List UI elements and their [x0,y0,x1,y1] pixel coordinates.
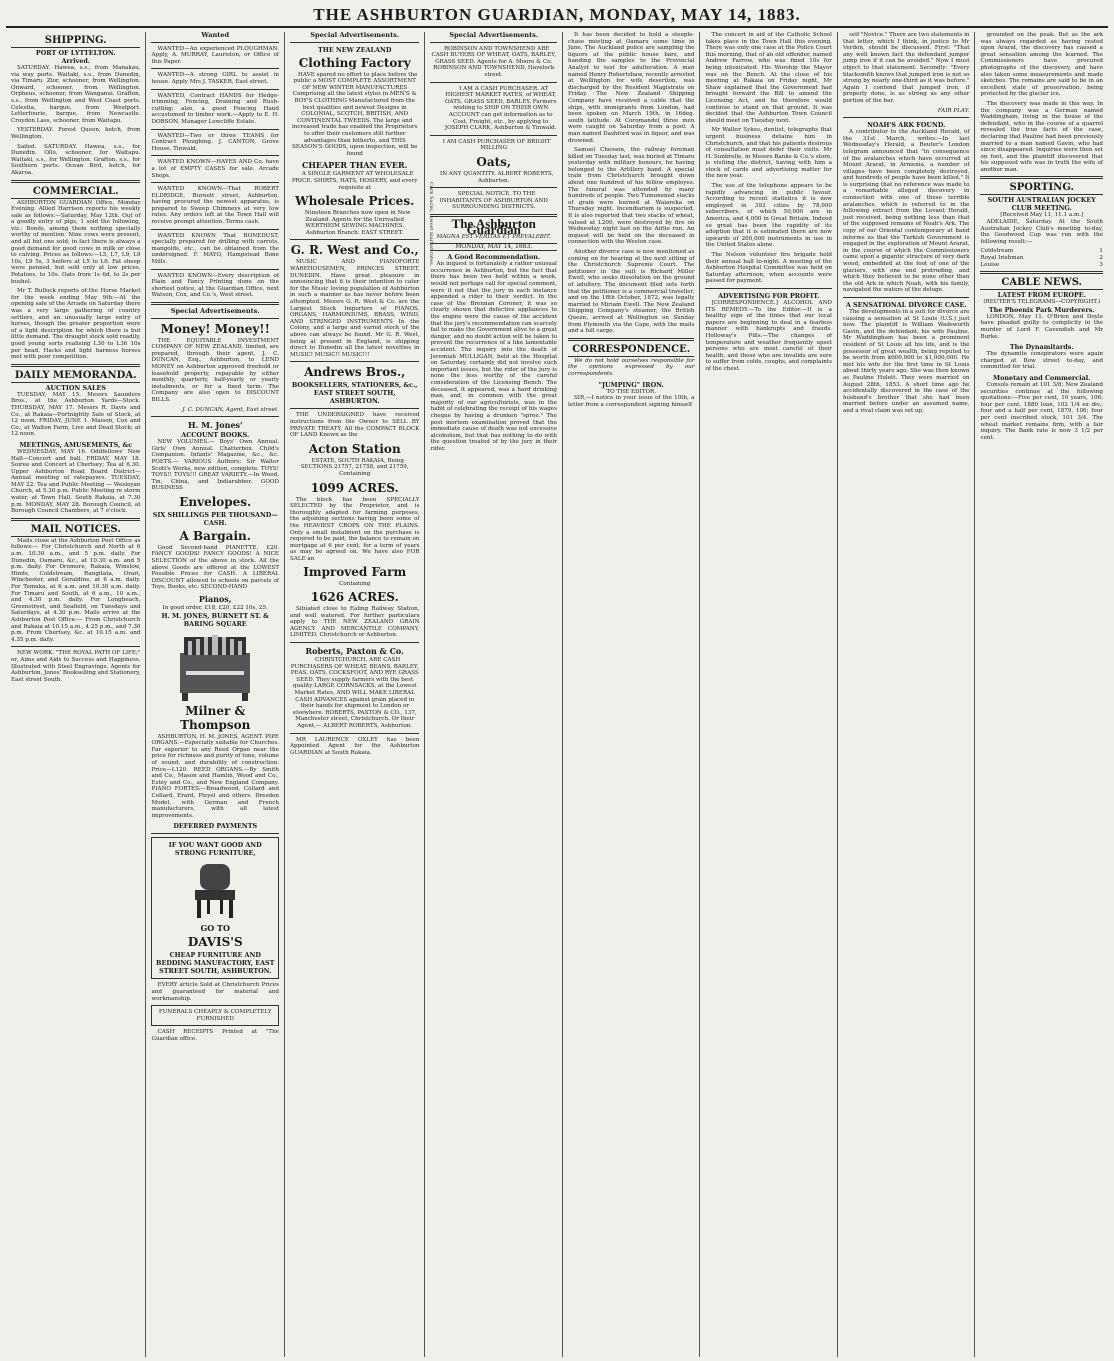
noahs-ark-heading: NOAH'S ARK FOUND. [867,121,946,130]
news-text-3: Another divorce case is now mentioned as coming on for hearing at the next sitting of the Christchurch Supreme Court. The petitioner in the suit is Richard Miller Ewell, who seeks dissolution on the ground of adultery. The document filed sets forth that the petitioner is a commercial traveller, and on the 18th October, 1872, was legally married to Miriam Ewell. The New Zealand Shipping Company's steamer, the British Queen, arrived at Wellington on Sunday from Plymouth via the Cape, with the mails and a full cargo. [567,249,695,335]
horse-name: Louise [980,261,1000,268]
clark-ad: I AM A CASH PURCHASER, AT HIGHEST MARKET RATES, of WHEAT, OATS, GRASS SEED, BARLEY. Farmers wishing to SHIP ON THEIR OWN ACCOUNT can get information as to Cost, Freight, etc., by applying to JOSEPH CLARK, Ashburton & Tinwald. [444,85,557,132]
divorce-continued: The discovery was made in this way. In the company was a German named Waddingham, living in the house of the defendant, who in the course of a quarrel revealed the true facts of the case, declaring that Pauline had been previously married to a man named Gavin, who had since disappeared. Inquiries were then set on foot, and the plaintiff discovered that his supposed wife was in truth the wife of another man. [980,100,1103,173]
organ-illustration [170,631,260,701]
special-ads-heading: Special Advertisements. [310,32,400,39]
commercial-heading: COMMERCIAL. [11,186,140,199]
wanted-ad: WANTED KNOWN That BONEDUST, specially prepared for drilling with carrots, mangolds, etc., can be obtained from the undersigned. F. MAYO, Hampstead Bone Mills. [151,232,279,266]
auction-subheading: AUCTION SALES [45,383,107,392]
sailed-text: Sailed. SATURDAY. Hawea, s.s., for Dunedin. Ollo, schooner, for Waitapu. Waitaki, s.s., for Wellington. Grafton, s.s., for Southern ports. Ocean Bird, ketch, for Akaroa. [11,143,141,176]
sporting-text: ADELAIDE, Saturday. At the South Australian Jockey Club's meeting to-day, the Goodwood Cup was run with the following result:— [980,219,1103,245]
wanted-heading: Wanted [201,32,230,39]
horse-place: 1 [1099,248,1103,255]
race-result [980,262,1103,269]
special-notice: SPECIAL NOTICE. TO THE INHABITANTS OF ASHBURTON AND SURROUNDING DISTRICTS. [439,191,548,211]
meetings-subheading: MEETINGS, AMUSEMENTS, &c [19,440,133,449]
wanted-ad: WANTED—Two or three TEAMS for Contract Ploughing. J. CANTON, Grove House, Tinwald. [151,132,279,152]
meetings-text: WEDNESDAY, MAY 16. Oddfellows' New Hall—Concert and ball. FRIDAY, MAY 18. Soiree and Concert at Chertsey; Tea at 6.30. Upper Ashburton Road Board District—Annual meeting of ratepayers. TUESDAY, MAY 22. Tea and Public Meeting — Wesleyan Church, at 5.30 p.m. Public Meeting re storm water, at Town Hall, South Rakaia, at 7.30 p.m. MONDAY, MAY 28. Borough Council, at Borough Council Chambers, at 7 o'clock. [11,448,141,515]
letter-text: [CORRESPONDENCE.] ALCOHOL AND ITS REMEDY.—To the Editor.—It is a healthy sign of the times that our local papers are beginning to deal in a fearless manner with bankrupts and frauds. Holloway's Pills.—The changes of temperature and weather frequently upset persons who are most careful of their health, and those who are invalids are sure to suffer from colds, coughs, and complaints of the chest. [705,299,832,372]
west-title: G. R. West and Co., [290,243,419,258]
andrews-title: Andrews Bros., [304,365,406,380]
jones-subtitle: ACCOUNT BOOKS. [181,431,250,440]
wanted-ad: WANTED KNOWN—HAYES AND Co. have a lot of EMPTY CASES for sale. Arcade Shops. [151,159,279,179]
monetary-heading: Monetary and Commercial. [993,373,1091,382]
davis-name: DAVIS'S [187,935,243,950]
shipping-subheading: PORT OF LYTTELTON. [35,49,116,57]
masthead: THE ASHBURTON GUARDIAN, MONDAY, MAY 14, 1883. [6,4,1108,28]
nz-title: THE NEW ZEALAND [318,45,392,54]
column-8 [975,32,1108,1357]
news-text-2: Mr Walter Sykes, dentist, telegraphs that urgent business detains him in Christchurch, and that his patients desirous of consultation must defer their visits. Mr H. Sunbrelle, in Messrs Banks & Co.'s store, is visiting the district, having with him a stock of cards and advertising matter for the new year. [705,127,832,180]
news-text-1: It has been decided to hold a steeple-chase meeting at Oamaru some time in June. The Auckland police are sampling the liquors at the public house bars, and handing the samples to the Provincial Analyst to test for adulteration. A man named Henry Robertshaw, recently arrested at Wellington for wife desertion, was discharged by the Resident Magistrate on Friday. The New Zealand Shipping Company have received a cable that the ships, with immigrants from London, had been spoken on March 19th, in 16deg. south latitude. At Coromandel three men were caught on Saturday from a pool. A man named Dashford was in liquor, and was drowned. [567,32,695,144]
roberts-title: Roberts, Paxton & Co. [305,646,404,657]
jones-text: NEW VOLUMES.— Boys' Own Annual. Girls' Own Annual. Chatterbox. Child's Companion. Infants' Magazine, &c., &c. POETS.— VARIOUS Authors; Sir Walter Scott's Works, new edition, complete. TOYS! TOYS!! TOYS!!! GREAT VARIETY.—In Wood, Tin, China, and Indiarubber. GOOD BUSINESS [151,439,279,492]
wanted-ad: WANTED—A strong GIRL to assist in house. Apply Mrs J. TASKER, East street. [151,72,279,85]
arrived-label: Arrived. [61,57,91,65]
cable-subheading: LATEST FROM EUROPE. [997,291,1086,300]
column-4 [425,32,563,1357]
containing-label: Containing [339,581,371,588]
column-3 [285,32,425,1357]
deferred-payments: DEFERRED PAYMENTS [173,822,258,831]
davis-text: CHEAP FURNITURE AND BEDDING MANUFACTORY, EAST STREET SOUTH, ASHBURTON. [156,951,275,976]
acton-text: ESTATE, SOUTH RAKAIA, Being SECTIONS 21757, 21758, and 21759, Containing [300,457,409,477]
davis-ad [151,837,279,979]
cheaper-than-ever: CHEAPER THAN EVER. [302,160,408,171]
acton-title: Acton Station [308,441,401,456]
sporting-date: [Received May 11, 11.1 a.m.] [1000,212,1084,219]
column-6 [700,32,838,1357]
wanted-ad: WANTED KNOWN—That ROBERT ELDRIDGE, Burnett street, Ashburton, having procured the newest apparatus, is prepared to Sweep Chimneys at very low rates. Any orders left at the Town Hall will receive prompt attention. Terms cash. [151,186,279,226]
jones-signature: H. M. JONES, BURNETT ST. & BARING SQUARE [161,611,269,628]
sporting-heading: SPORTING. [980,182,1103,195]
auction-text: TUESDAY, MAY 15. Messrs Saunders Bros., at the Ashburton Yards—Stock. THURSDAY, MAY 17. Messrs R. Davis and Co., at Rakaia—Fortnightly Sale of Stock, at 12 noon. FRIDAY, JUNE 1. Maison, Cox and Co., at Walton Farm, Live and Dead Stock; at 12 noon. [11,391,141,438]
bargain-text: Good Second-hand PIANETTE, £20. FANCY GOODS! FANCY GOODS! A NICE SELECTION of the above in stock. All the above Goods are offered at the LOWEST Possible Prices for CASH. A LIBERAL DISCOUNT allowed to schools on parcels of Toys, Books, etc. SECOND-HAND [151,544,279,591]
column-5 [563,32,701,1357]
davis-top: IF YOU WANT GOOD AND STRONG FURNITURE, [168,841,262,858]
monetary-text: Consols remain at 101 3/8; New Zealand securities continue at the following quotations:—Five per cent, 10 years, 106; four per cent, 1880 loan, 102 1/4 ex div.; four and a half per cent, 1879, 106; four per cent inscribed stock, 101 3/4. The wheat market remains firm, with a fair inquiry. The Bank rate is now 3 1/2 per cent. [980,381,1103,441]
correspondence-heading: CORRESPONDENCE. [568,344,695,357]
correspondence-to: TO THE EDITOR. [606,388,657,395]
clothing-text-2: A SINGLE GARMENT AT WHOLESALE PRICE. SHIRTS, HATS, HOSIERY, and every requisite at [291,171,418,191]
bright-text: I AM CASH PURCHASER OF BRIGHT MILLING [442,138,551,152]
daily-memoranda-heading: DAILY MEMORANDA. [11,370,140,383]
chair-illustration [185,860,245,920]
dynamite-heading: The Dynamitards. [1009,343,1074,352]
funerals-box: FUNERALS CHEAPLY & COMPLETELY FURNISHED [151,1005,279,1026]
article-text: An inquest is fortunately a rather unusual occurrence in Ashburton, but the fact that there has been two held within a week, would not perhaps call for special comment, were it not that the jury in each instance appended a rider to their verdict. In the case of the Brennan Coroner, it was so clearly shown that defective appliances to the engine were the cause of the accident that the jury's recommendation can scarcely fail to make the Government alive to a great danger, and no doubt action will be taken to prevent the recurrence of a like lamentable accident. The inquiry into the death of Jeremiah MULLIGAN, held at the Hospital on Saturday, certainly did not involve such important issues, but the rider of the jury is none the less worthy of the careful consideration of the Licensing Bench. The deceased, it appeared, was a hard drinking man, and, in common with the great majority of our agriculturists, was in the habit of celebrating the receipt of his wages cheque by having a drunken "spree." The post mortem examination proved that the immediate cause of death was not excessive alcoholism, but that has nothing to do with the question treated of by the jury in their rider. [430,261,557,452]
race-result [980,248,1103,255]
special-ads-heading: Special Advertisements. [449,32,539,39]
ark-continued: grounded on the peak. But as the ark was always regarded as having rested upon Ararat, the discovery has caused a great sensation among the learned. The Commissioners have procured photographs of the discovery, and have also taken some measurements and made sketches. The remains are said to be in an excellent state of preservation, being protected by the glacier ice. [980,32,1103,98]
acton-intro: THE UNDERSIGNED have received instructions from the Owner to SELL BY PRIVATE TREATY, All the COMPACT BLOCK OF LAND Known as the [289,412,420,439]
mail-notices-heading: MAIL NOTICES. [11,524,140,537]
divorce-text: The developments in a suit for divorce are causing a sensation at St Louis (U.S.) just now. The plaintiff is William Wadsworth Gavin, and the defendant, his wife Pauline. Mr Waddingham has been a prominent resident of St Louis all his life, and is the possessor of great wealth, being reputed to be worth from $600,000 to $1,000,000. He met his wife for the first time in St Louis about thirty years ago. She was then known as Pauline Hulett. They were married on August 28th, 1853. A short time ago he accidentally discovered in the case of the husband's brother that she had been married before under an assumed name, and a rival claim was set up. [842,308,970,414]
column-1 [6,32,146,1357]
pianos-title: Pianos, [198,594,232,605]
money-title: Money! Money!! [160,321,270,336]
horse-place: 2 [1099,255,1103,262]
envelopes-title: Envelopes. [179,494,252,509]
wholesale-title: Wholesale Prices. [295,194,415,209]
column-7 [838,32,976,1357]
clothing-text-3: Nineteen Branches now open in New Zealand. Agents for the Unrivalled WERTHEIM SEWING MACHINES. Ashburton Branch: EAST STREET. [304,210,411,236]
oats-title: Oats, [476,154,512,169]
correspondence-title: "JUMPING" IRON. [598,380,664,389]
article-heading: A Good Recommendation. [447,253,541,262]
envelopes-sub: SIX SHILLINGS PER THOUSAND—CASH. [152,510,278,527]
bargain-title: A Bargain. [179,528,251,543]
robinson-ad: ROBINSON AND TOWNSHEND ARE CASH BUYERS OF WHEAT, OATS, BARLEY, GRASS SEED. Agents for A. Moore & Co. ROBINSON AND TOWNSHEND, Havelock street. [431,45,556,78]
milner-text: ASHBURTON, H. M. JONES, AGENT. PIPE ORGANS.—Especially suitable for Churches. Far superior to any Reed Organ near the price for richness and purity of tone, volume of sound, and durability of construction. Price—L120. REED ORGANS.—By Smith and Co., Mason and Hamlin, Wood and Co., Estey and Co., and New England Company. PIANO FORTES.—Broadwood, Collard and Collard, Erard, Pleyel and others. Dresden Model, with German and French manufacturers, with all latest improvements. [151,733,279,819]
clothing-title: Clothing Factory [298,55,411,70]
correspondence-text: SIR,—I notice in your issue of the 10th, a letter from a correspondent signing himself [567,395,695,408]
commercial-text-2: Mr T. Bullock reports of the Horse Market for the week ending May 9th:—At the opening sale of the Arcade on Saturday there was a very large gathering of country settlers, and an unusually large entry of horses, though the greater proportion were of a light description for which there is but little demand. The draught stock sold readily, good young sorts realising L30 to L36 10s per head. Hacks and light harness horses met with poor competition. [11,288,141,361]
noahs-ark-text: A contributor to the Auckland Herald, of the 31st March, writes:—In last Wednesday's Herald, a Reuter's London telegram announced that "in consequence of the avalanches which have occurred at Mount Ararat, in Armenia, a number of villages have been completely destroyed, and hundreds of people have been killed." It is surprising that no reference was made to a remarkable alleged discovery in connection with one of these terrible avalanches, which is referred to in the following extract from the Levant Herald, just received, being nothing less than that of the supposed remains of Noah's Ark. The copy of our Oriental contemporary at hand informs us that the Turkish Government is engaged in the exploration of Mount Ararat, in the course of which the Commissioners came upon a gigantic structure of very dark wood, embedded at the foot of one of the glaciers, with one end protruding, and which they believed to be none other than the old Ark in which Noah, with his family, navigated the waters of the deluge. [842,129,970,294]
news-text-1: The concert in aid of the Catholic School takes place in the Town Hall this evening. There was only one case at the Police Court this morning, that of an old offender, named Andrew Farrow, who was fined 10s for being intoxicated. His Worship the Mayor was on the Bench. At the close of his meeting at Rakaia on Friday night, Mr Shaw explained that the Government had brought forward the Bill to amend the Licensing Act, and he therefore would continue to stand on that ground. It was decided that the Ashburton Town Council should meet on Tuesday next. [705,32,832,124]
arrived-text: SATURDAY. Hawea, s.s., from Manakau, via way ports. Waitaki, s.s., from Dunedin, via Timaru. Zior, schooner, from Wellington. Onward, schooner, from Wellington. Orpheus, schooner, from Wanganui. Grafton, s.s., from Wellington and West Coast ports. Celestia, barque, from Westport. Letterfourie, barque, from Newcastle. Croydon Lass, schooner, from Waitapu. [11,65,141,124]
pianos-text: In good order, £18, £20, £22 10s, 25. [162,605,268,612]
letter-continued: self "Novice." There are two statements in that letter, which I think, in justice to Mr Verdon, should be discussed. First: "That any well known fact the defendant jumper jump iron if it can be avoided." Now I must object to that statement. Secondly: "Every blacksmith knows that jumped iron is not so strong by nearly one-third as it was before." Again I contend that jumped iron, if properly done, is as strong as any other portion of the bar. [842,32,970,104]
special-ads-heading: Special Advertisements. [170,307,260,315]
money-text: THE EQUITABLE INVESTMENT COMPANY OF NEW ZEALAND, limited, are prepared, through their agent, J. C. DUNCAN, Esq., Ashburton, to LEND MONEY on Ashburton approved freehold or leasehold property, repayable by either monthly, quarterly, half-yearly or yearly instalments, or for a fixed term. The Company are also open to DISCOUNT BILLS. [151,337,279,403]
davis-go: GO TO [200,923,230,934]
cash-receipts: CASH RECEIPTS Printed at "The Guardian office. [151,1029,279,1042]
news-text-4: The Nelson volunteer fire brigade hold their annual ball to-night. A meeting of the Ashburton Hospital Committee was held on Saturday afternoon, when accounts were passed for payment. [705,252,832,285]
roberts-text: CHRISTCHURCH, ARE CASH PURCHASERS OF WHEAT, BEANS, BARLEY, PEAS, OATS, COCKSFOOT, AND RYE GRASS SEED. They supply farmers with the best quality LARGE CORNSACKS, at the Lowest Market Rates, AND WILL MAKE LIBERAL CASH ADVANCES against grain placed in their hands for shipment to London or elsewhere. ROBERTS, PAXTON & CO., 137, Manchester street, Christchurch. Or their Agent,— ALBERT ROBERTS, Ashburton. [290,657,419,729]
west-text: MUSIC AND PIANOFORTE WAREHOUSEMEN, PRINCES STREET, DUNEDIN. Have great pleasure in announcing that it is their intention to cater for the Music loving population of Ashburton in such a manner as has never before been attempted. Messrs G. R. West & Co. are the Largest Stock Importers of PIANOS, ORGANS, HARMONIUMS, BRASS, WIND, AND STRINGED INSTRUMENTS In the Colony, and a large and varied stock of the above can always be found. Mr G. R. West, being at present in England, is shipping direct to Dunedin all the latest novelties in MUSIC! MUSIC!! MUSIC!!! [289,259,420,358]
race-result [980,255,1103,262]
letter-heading: ADVERTISING FOR PROFIT. [718,291,820,300]
milner-title: Milner & Thompson [180,703,251,732]
cable-credit: (REUTER'S TELEGRAMS—COPYRIGHT.) [983,299,1101,306]
sporting-subheading: SOUTH AUSTRALIAN JOCKEY CLUB MEETING. [987,196,1096,213]
paper-title: The Ashburton Guardian [451,215,536,238]
davis-every: EVERY article Sold at Christchurch Prices and guaranteed for material and workmanship. [151,982,279,1002]
dynamite-text: The dynamite conspirators were again charged at Bow street to-day, and committed for trial. [980,351,1103,371]
wanted-ad: WANTED, Contract HANDS for Hedge-trimming, Fencing, Draining and Rush-cutting; also, a good Fencing Hand accustomed to timber work.—Apply to E. H. DOBSON, Manager Lowcliffe Estate. [151,92,279,125]
improved-text: Situated close to Ealing Railway Station, and well watered. For further particulars apply to THE NEW ZEALAND GRAIN AGENCY AND MERCANTILE COMPANY, LIMITED, Christchurch or Ashburton. [289,606,420,639]
correspondence-note: We do not hold ourselves responsible for the opinions expressed by our correspondents. [567,357,695,377]
horse-name: Royal Irishman [980,255,1024,262]
clothing-text: HAVE spared no effort to place before the public a MOST COMPLETE ASSORTMENT OF NEW WINTER MANUFACTURES Comprising all the latest styles in MEN'S & BOY'S CLOTHING Manufactured from the best qualities and newest Designs in COLONIAL, SCOTCH, BRITISH, AND CONTINENTAL TWEEDS. The large and increased trade has enabled the Proprietors to offer their customers still further advantages than hitherto, and THIS SEASON'S GOODS, upon inspection, will be found [292,71,418,157]
acton-text-2: The block has been SPECIALLY SELECTED by the Proprietor, and is thoroughly adapted for farming purposes, the adjoining sections having been some of the HEAVIEST CROPS ON THE PLAINS. Only a small instalment on the purchase is required to be paid, the balance to remain on mortgage at 6 per cent. for a term of years as may be agreed on. We have also FOR SALE an [289,496,420,562]
bright-text-2: IN ANY QUANTITY. ALBERT ROBERTS, Ashburton. [440,170,554,184]
wanted-ad: WANTED KNOWN—Every description of Plain and Fancy Printing done on the shortest notice, at the Guardian Office, next Watson, Cox, and Co.'s, West street. [151,272,279,299]
wanted-ad: WANTED—An experienced PLOUGHMAN. Apply, A. MURRAY, Lauriston; or Office of this Paper. [151,45,279,65]
paper-motto: MAGNA EST VERITAS ET PREVALEBIT. [436,234,551,241]
mail-text: Mails close at the Ashburton Post Office as follows:— For Christchurch and North at 6 a.m. 10.30 a.m., and 5 p.m. daily. For Dunedin, Oamaru, &c., at 10.30 a.m. and 5 p.m. daily. For Dromore, Rakaia, Winslow, Hinds, Coldstream, Rangitata, Orari, Winchester, and Geraldine, at 6 a.m. daily. For Temuka, at 6 a.m. and 10.30 a.m. daily. For Timaru and South, at 6 a.m., 10 a.m., and 4.30 p.m. daily. For Longbeach, Greenstreet, and Seafield, on Tuesdays and Saturdays, at 4.30 p.m. Mails arrive at the Ashburton Post Office:— From Christchurch and Rakaia at 10.15 a.m., 4.25 p.m., and 7.30 p.m. From Chertsey, &c. at 10.15 a.m. and 4.35 p.m. daily. [11,537,141,643]
news-text-2: Samuel Chesson, the railway foreman killed on Tuesday last, was buried at Timaru yesterday with military honours, he having belonged to the Artillery band. A special train from Christchurch brought down about one hundred of his fellow employes. The funeral was attended by many hundreds of people. Two Tumunened stacks of grain were burned at Waiareka on Thursday night. Incendiarism is suspected. It is also reported that two stacks of wheat, valued at L200, were destroyed by fire on Wednesday night last on the Airlie run. An inquest will be held on the deceased in connection with the Weston case. [567,147,695,246]
improved-acres: 1626 ACRES. [310,590,399,605]
horse-name: Coldstream [980,248,1014,255]
money-signature: J. C. DUNCAN, Agent, East street. [182,406,279,413]
news-text-3: The use of the telephone appears to be rapidly advancing in public favour. According to recent statistics it is now employed in 393 cities by 78,000 subscribers, of which 50,000 are in America, and 4,000 in Great Britain. Indeed so great has been the rapidity of its adoption that it is estimated there are now upwards of 200,000 instruments in use in the United States alone. [705,183,832,249]
acton-acres: 1099 ACRES. [310,480,399,495]
improved-farm-title: Improved Farm [303,565,407,580]
paper-date: MONDAY, MAY 14, 1883. [430,243,557,252]
phoenix-text: LONDON, May 11. O'Brien and Doyle have pleaded guilty to complicity in the murder of Lord F. Cavendish and Mr Burke. [980,313,1103,340]
letter-signature: FAIR PLAY. [937,107,970,114]
columns [6,32,1108,1357]
horse-place: 3 [1099,261,1103,268]
column-2 [146,32,285,1357]
oxley-notice: MR LAURENCE OXLEY has been Appointed Agent for the Ashburton GUARDIAN at South Rakaia. [289,736,420,756]
jones-title: H. M. Jones' [187,420,243,431]
cable-news-heading: CABLE NEWS. [980,277,1103,290]
rotated-note: Corn Sacks, lowest market rates. [428,182,435,267]
new-work-ad: NEW WORK. "THE ROYAL PATH OF LIFE;" or, Aims and Aids to Success and Happiness. Illustrated with Steel Engravings. Agents for Ashburton, Jones' Bookselling and Stationery, East street South. [11,650,141,683]
andrews-sub: BOOKSELLERS, STATIONERS, &c., EAST STREET SOUTH, ASHBURTON. [291,381,418,406]
yesterday-text: YESTERDAY. Forest Queen, ketch, from Wellington. [11,127,141,140]
phoenix-heading: The Phoenix Park Murderers. [988,305,1095,314]
commercial-text: ASHBURTON GUARDIAN Office, Monday Evening. Allied Harrison reports his weekly sale as follows:—Saturday, May 12th. Out of a goodly entry of pigs, 1 sold the following, viz.: Bonds, among them nothing specially worthy of mention. Nine cows were present, and all but one sold, in fact there is always a good demand for good cows in milk or close to calving. Prices as follows:—L5, L7, L9, L9 10s, L9 5s, 3 heifers at L5 to L6. Fat sheep were penned, but sold only at low prices. Potatoes, to 10s. Oats from 1s 6d, to 2s per bushel. [11,199,141,285]
divorce-heading: A SENSATIONAL DIVORCE CASE. [845,300,967,309]
shipping-heading: SHIPPING. [11,35,140,48]
